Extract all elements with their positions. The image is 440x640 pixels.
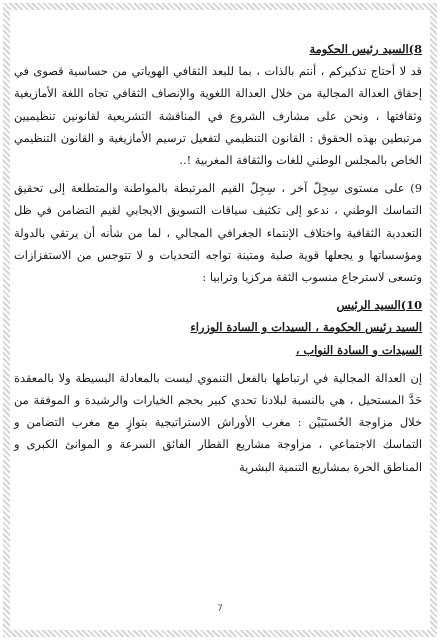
paragraph-cultural-identity: قد لا أحتاج تذكيركم ، أنتم بالذات ، بما للبعد الثقافي الهوياتي من حساسية قصوى في إحقاق العدالة المجالية من خلال العدالة اللغوية والإنصاف الثقافي تجاه اللغة الأمازيغية وثقافتها ، ونحن على مشارف الشروع في المناقشة التشريعية لقانونين تنظيميين مرتبطين بهذه الحقوق : القانون التنظيمي لتفعيل ترسيم الأمازيغية و القانون التنظيمي الخاص بالمجلس الوطني للغات والثقافة المغربية !.. — [14, 64, 422, 168]
section-heading-10: 10)السيد الرئيس — [336, 298, 422, 313]
page-number: 7 — [217, 604, 223, 614]
address-line-deputies: السيدات و السادة النواب ، — [295, 342, 422, 357]
paragraph-citizenship-values: 9) على مستوى سِجِلّ آخر ، سِجِلّ القيم المرتبطة بالمواطنة والمتطلعة إلى تحقيق التماسك الوطني ، ندعو إلى تكثيف سياقات التسويق الايجابي لقيم التضامن في ظل التعددية الثقافية واختلاف الإنتماء الجغرافي المجالي ، لما من شأنه أن يرتقي بالدولة ومؤسساتها و يجعلها قوية صلبة ومتينة تواجه التحديات و لا تتوجس من الاستفزازات وتسعى لاسترجاع منسوب الثقة مركزيا وترابيا : — [14, 181, 422, 285]
paragraph-territorial-justice: إن العدالة المجالية في ارتباطها بالفعل التنموي ليست بالمعادلة البسيطة ولا بالمعقدة حَدَّ المستحيل ، هي بالنسبة لبلادنا تحدي كبير بحجم الخيارات والرشيدة و الموفقة من خلال مزاوجة الحُسنَيَيْن : مغرب الأوراش الاستراتيجية بتوازٍ مع مغرب التضامن و التماسك الاجتماعي ، مزاوجة مشاريع القطار الفائق السرعة و الموانئ الكبرى و المناطق الحرة بمشاريع التنمية البشرية — [14, 370, 422, 474]
section-heading-8: 8)السيد رئيس الحكومة — [309, 42, 422, 56]
document-body — [14, 38, 422, 478]
address-line-ministers: السيد رئيس الحكومة ، السيدات و السادة الوزراء — [190, 320, 422, 335]
